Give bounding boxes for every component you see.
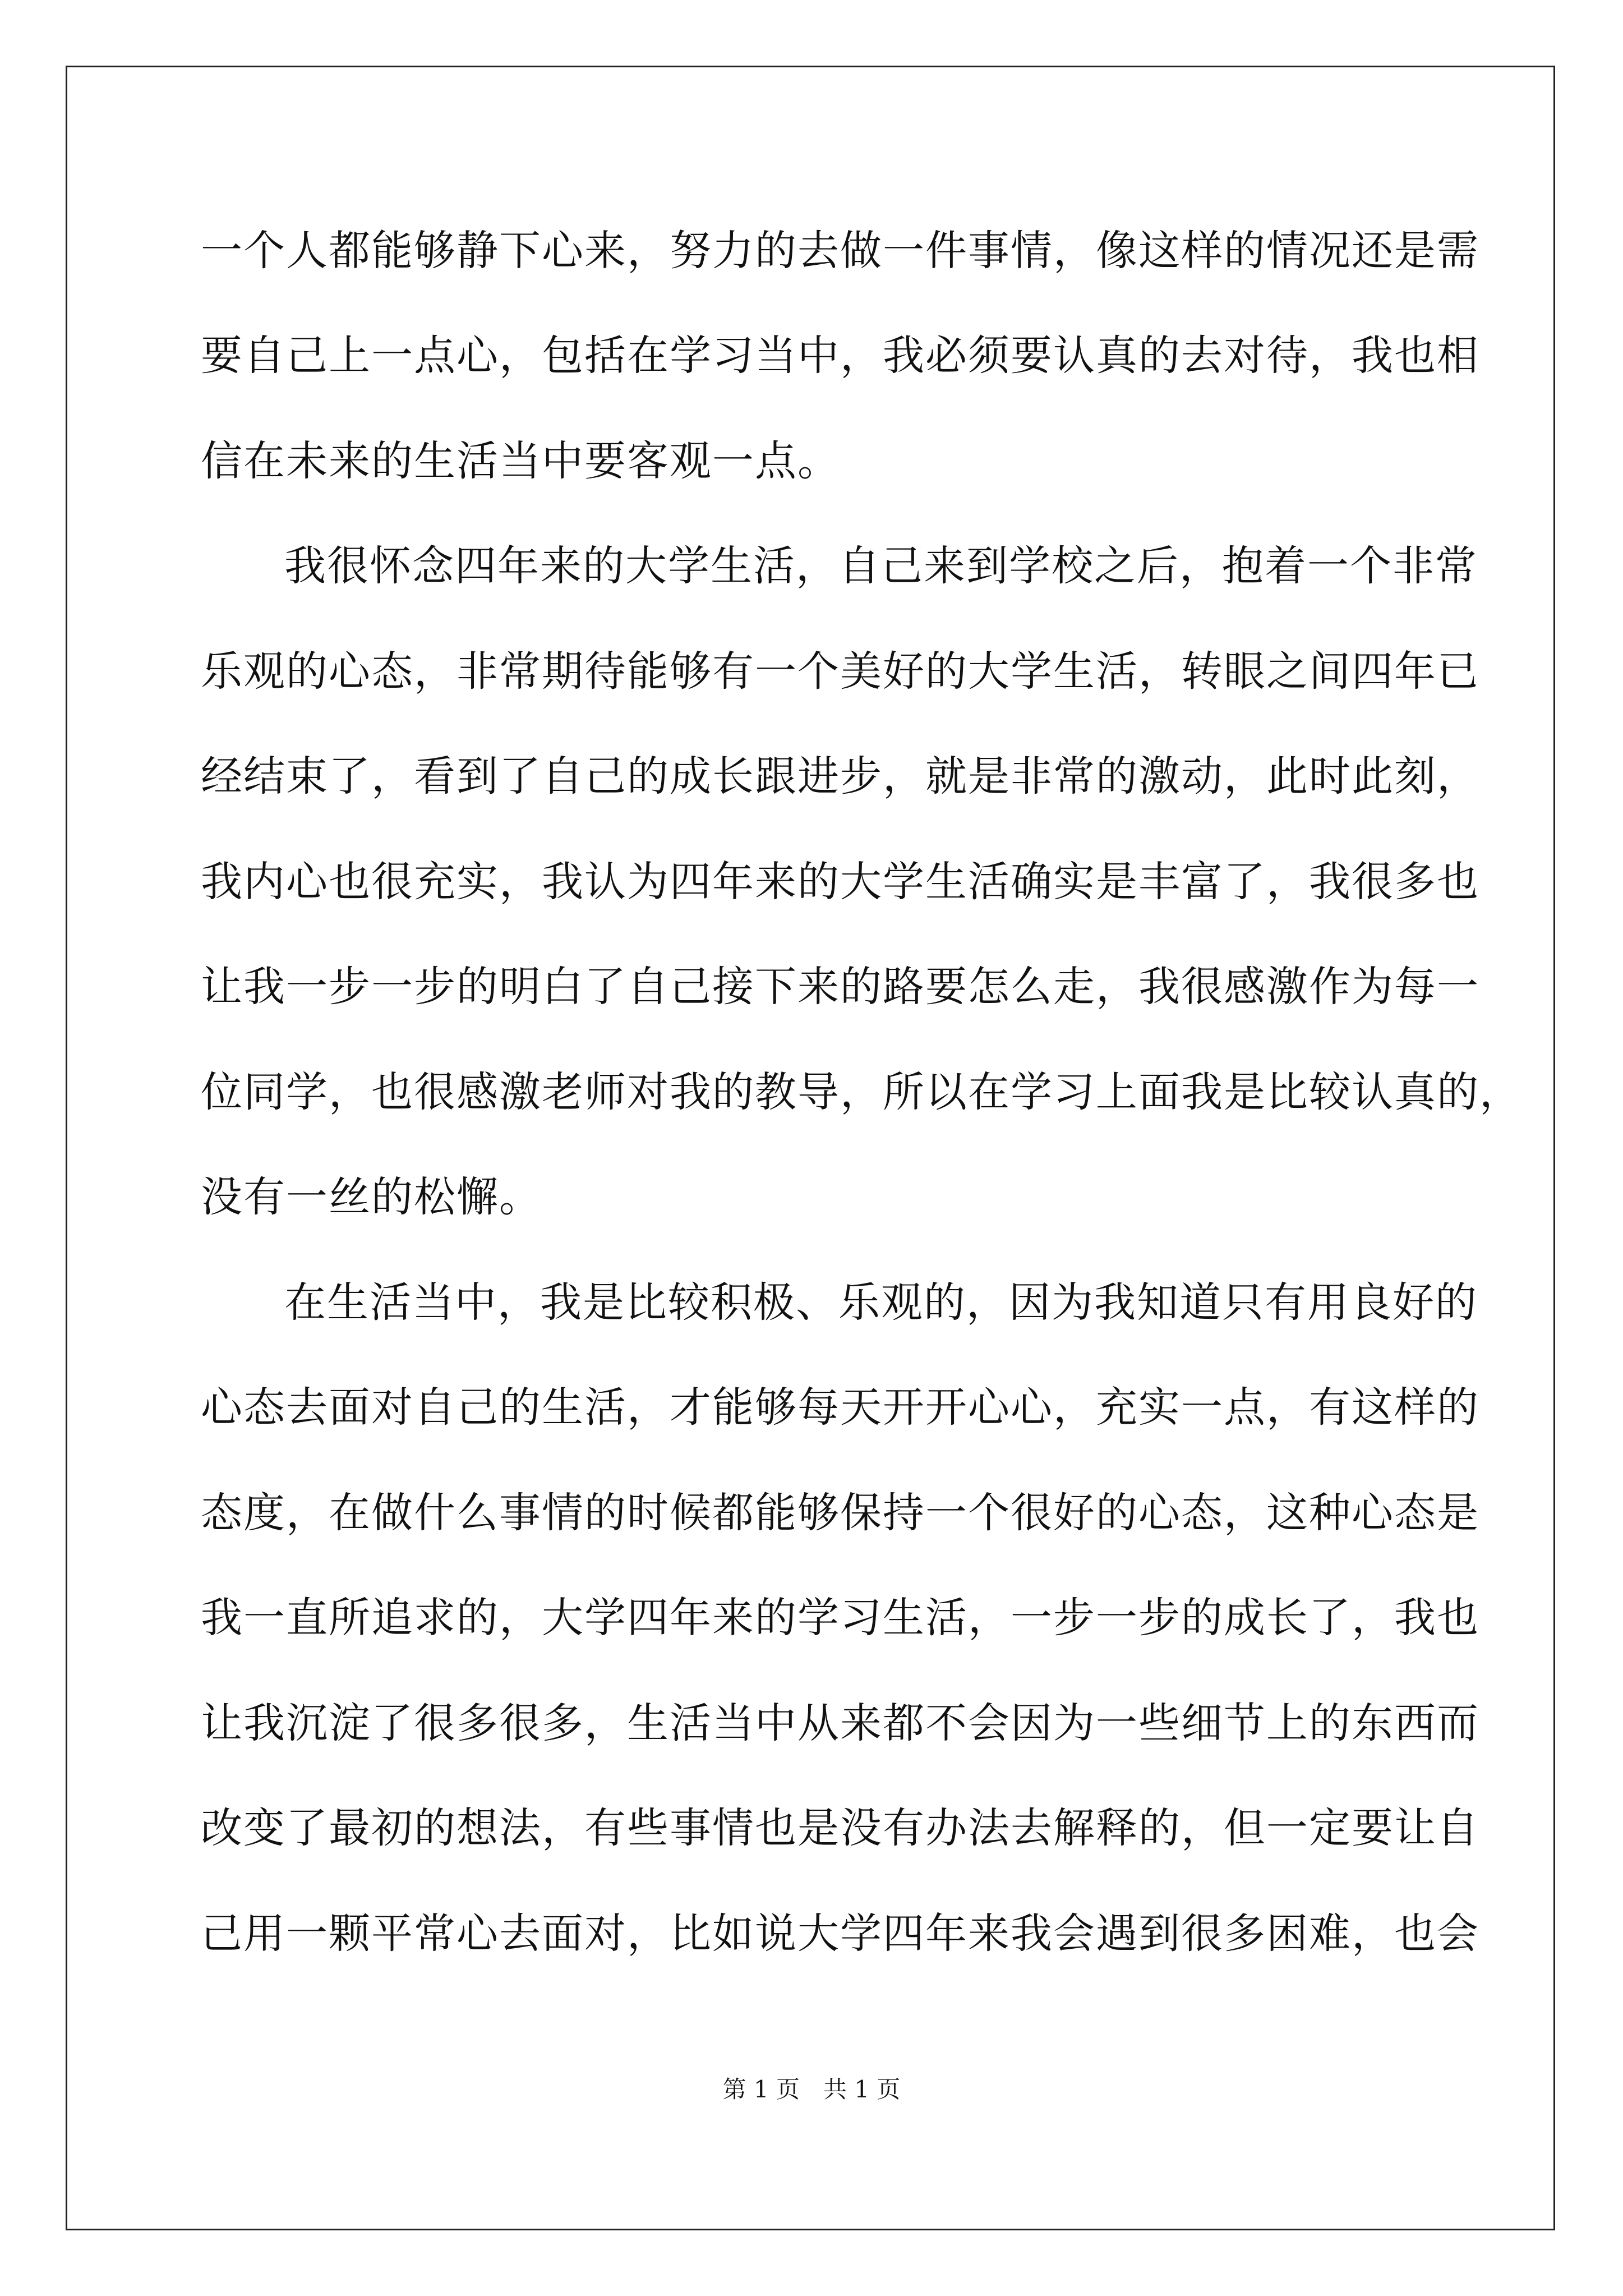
body-text-line: 一个人都能够静下心来，努力的去做一件事情，像这样的情况还是需 (201, 227, 1479, 275)
body-text-line: 让我一步一步的明白了自己接下来的路要怎么走，我很感激作为每一 (201, 963, 1479, 1011)
body-text-line: 要自己上一点心，包括在学习当中，我必须要认真的去对待，我也相 (201, 332, 1479, 380)
body-text-line: 心态去面对自己的生活，才能够每天开开心心，充实一点，有这样的 (201, 1383, 1479, 1432)
page-number-footer: 第 1 页 共 1 页 (722, 2076, 901, 2103)
body-text-line: 信在未来的生活当中要客观一点。 (201, 437, 840, 485)
body-text-line: 改变了最初的想法，有些事情也是没有办法去解释的，但一定要让自 (201, 1804, 1479, 1852)
body-text-line: 乐观的心态，非常期待能够有一个美好的大学生活，转眼之间四年已 (201, 647, 1479, 696)
body-text-line: 我内心也很充实，我认为四年来的大学生活确实是丰富了，我很多也 (201, 858, 1479, 906)
body-text-line: 经结束了，看到了自己的成长跟进步，就是非常的激动，此时此刻， (201, 752, 1479, 800)
body-text-line: 我很怀念四年来的大学生活，自己来到学校之后，抱着一个非常 (284, 542, 1478, 590)
body-text-line: 没有一丝的松懈。 (201, 1173, 542, 1221)
body-text-line: 我一直所追求的，大学四年来的学习生活，一步一步的成长了，我也 (201, 1594, 1479, 1642)
body-text-line: 态度，在做什么事情的时候都能够保持一个很好的心态，这种心态是 (201, 1489, 1479, 1537)
body-text-line: 让我沉淀了很多很多，生活当中从来都不会因为一些细节上的东西而 (201, 1699, 1479, 1747)
body-text-line: 在生活当中，我是比较积极、乐观的，因为我知道只有用良好的 (284, 1278, 1478, 1327)
body-text-line: 己用一颗平常心去面对，比如说大学四年来我会遇到很多困难，也会 (201, 1910, 1479, 1958)
body-text-line: 位同学，也很感激老师对我的教导，所以在学习上面我是比较认真的， (201, 1068, 1522, 1116)
